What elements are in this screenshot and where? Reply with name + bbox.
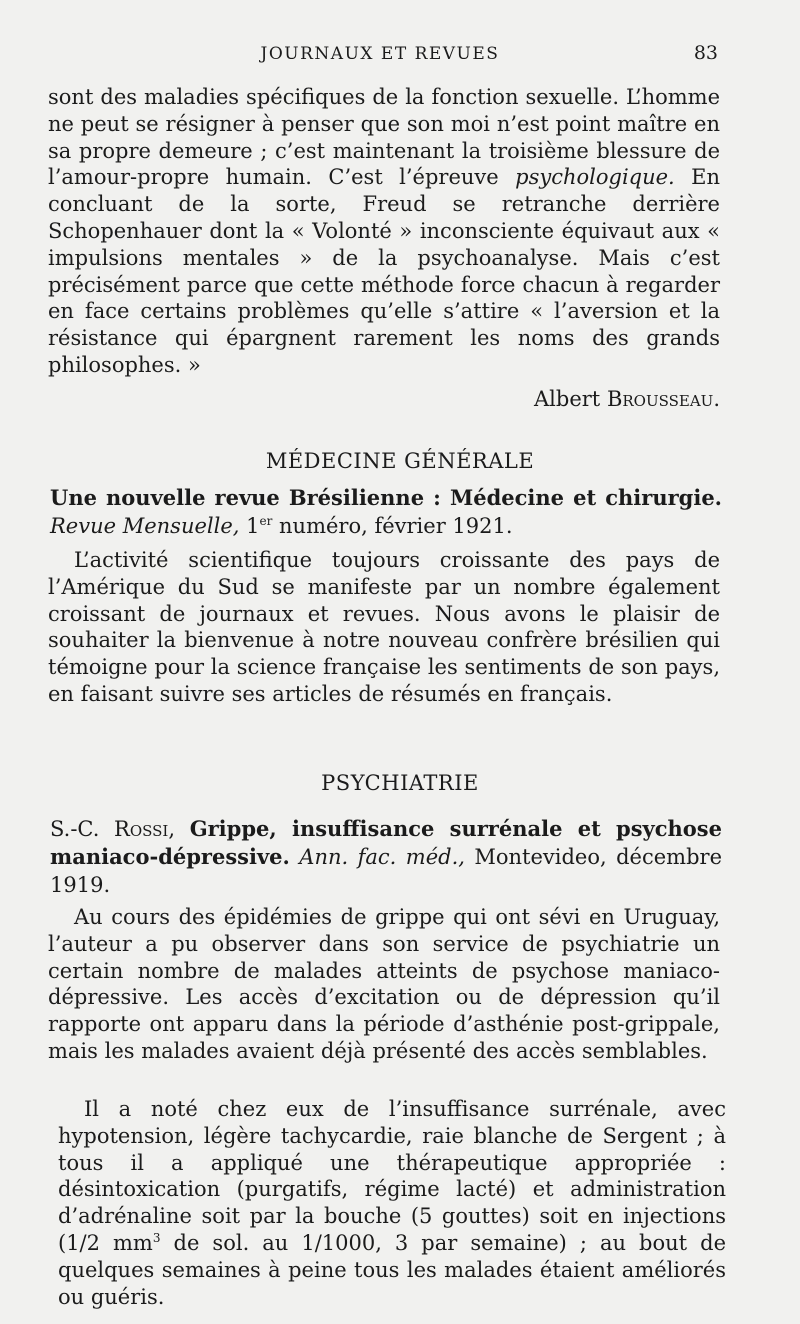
reference-title: Une nouvelle revue Brésilienne : Médecine et chirurgie. (50, 485, 722, 510)
para2-superscript: 3 (152, 1230, 161, 1245)
section-heading-medecine: MÉDECINE GÉNÉRALE (265, 449, 535, 473)
author-last-name: Brousseau. (606, 387, 720, 411)
reference-journal: Ann. fac. méd., (299, 845, 465, 869)
author-first-name: Albert (534, 387, 601, 411)
reference-place-date: Montevideo, décembre 1919. (50, 845, 723, 897)
intro-text-part1: sont des maladies spécifiques de la fonction sexuelle. L’homme ne peut se résigner à penser que son moi n’est point maître en sa propre demeure ; c’est maintenant la troisième blessure de l’amour-propre humain. C’est l’épreuve (48, 85, 720, 190)
reference-medecine (50, 484, 722, 540)
author-signature (534, 387, 720, 411)
reference-journal: Revue Mensuelle, (50, 514, 240, 538)
section-heading-psychiatrie: PSYCHIATRIE (321, 771, 479, 795)
psychiatrie-paragraph-1: Au cours des épidémies de grippe qui ont sévi en Uruguay, l’auteur a pu observer dans son service de psychiatrie un certain nombre de malades atteints de psychose maniaco-dépressive. Les accès d’excitation ou de dépression qu’il rapporte ont apparu dans la période d’asthénie post-grippale, mais les malades avaient déjà présenté des accès semblables. (48, 905, 720, 1063)
intro-text-italic: psychologique. (515, 165, 675, 190)
psychiatrie-paragraph-2 (58, 1096, 726, 1310)
reference-author: S.-C. Rossi, (50, 817, 176, 841)
reference-psychiatrie (50, 815, 722, 899)
page-number: 83 (693, 42, 718, 64)
reference-issue-num: 1 (246, 514, 260, 538)
intro-paragraph (48, 84, 720, 379)
running-header (0, 44, 800, 68)
reference-title: Grippe, insuffisance surrénale et psychose maniaco-dépressive. (50, 816, 722, 869)
para2-part1: Il a noté chez eux de l’insuffisance surrénale, avec hypotension, légère tachycardie, raie blanche de Sergent ; à tous il a appliqué une thérapeutique appropriée : désintoxication (purgatifs, régime lacté) et administration d’adrénaline soit par la bouche (5 gouttes) soit en injections (1/2 mm (58, 1097, 726, 1255)
medecine-paragraph: L’activité scientifique toujours croissante des pays de l’Amérique du Sud se manifeste par un nombre également croissant de journaux et revues. Nous avons le plaisir de souhaiter la bienvenue à notre nouveau confrère brésilien qui témoigne pour la science française les sentiments de son pays, en faisant suivre ses articles de résumés en français. (48, 548, 720, 706)
reference-issue-sup: er (259, 514, 273, 528)
reference-issue-rest: numéro, février 1921. (272, 514, 513, 538)
running-title: JOURNAUX ET REVUES (260, 44, 500, 64)
para2-part2: de sol. au 1/1000, 3 par semaine) ; au bout de quelques semaines à peine tous les malades étaient améliorés ou guéris. (58, 1230, 726, 1309)
intro-text-part2: En concluant de la sorte, Freud se retranche derrière Schopenhauer dont la « Volonté » inconsciente équivaut aux « impulsions mentales » de la psychoanalyse. Mais c’est précisément parce que cette méthode force chacun à regarder en face certains problèmes qu’elle s’attire « l’aversion et la résistance qui épargnent rarement les noms des grands philosophes. » (48, 165, 720, 377)
